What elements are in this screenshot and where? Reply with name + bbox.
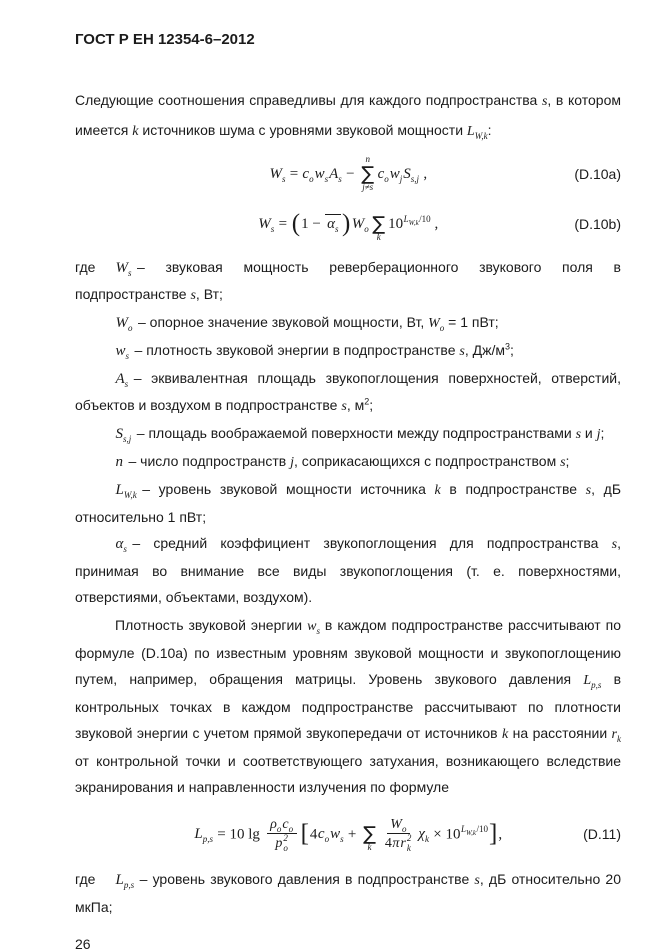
definition-item [75, 866, 621, 920]
definition-item [75, 420, 621, 448]
definition-item [75, 309, 621, 337]
definition-symbol: $W_o$ [115, 315, 133, 333]
definition-lead: где [75, 871, 96, 887]
definition-item [75, 530, 621, 610]
equation-label: (D.11) [583, 826, 621, 842]
definition-desc: – плотность звуковой энергии в подпространстве s, $Дж/м^3$; [134, 341, 514, 359]
definition-symbol: $W_s$ [115, 260, 132, 278]
definition-item [75, 337, 621, 365]
definition-item [75, 476, 621, 530]
definition-symbol: $\alpha_s$ [115, 536, 127, 554]
equation-d11 [75, 808, 621, 860]
definition-item [75, 365, 621, 420]
body-paragraph: Плотность звуковой энергии $w_s$ в каждом подпространстве рассчитывают по формуле (D.10a) по известным уровням звуковой мощности и звукопоглощению путем, например, обращения матрицы. Уровень звукового давления $L_{p,s}$ в контрольных точках в каждом подпространстве рассчитывают по плотности звуковой энергии с учетом прямой звукопередачи от источников k на расстоянии $r_k$ от контрольной точки и соответствующего затухания, возникающего вследствие экранирования и направленности излучения по формуле [75, 617, 622, 795]
definition-symbol: $L_{W,k}$ [115, 482, 137, 500]
definition-desc: – звуковая мощность реверберационного звукового поля в подпространстве s, Вт; [75, 259, 621, 303]
definition-symbol: n [115, 454, 123, 470]
definition-desc: – уровень звуковой мощности источника k в подпространстве s, дБ относительно 1 пВт; [75, 481, 622, 525]
intro-paragraph: Следующие соотношения справедливы для каждого подпространства s, в котором имеется k источников шума с уровнями звуковой мощности $L_{W,k}$: [75, 92, 621, 141]
equation-math: $L_{p,s} = 10$ lg $\rho_oc_o$ p 2 o [$4c_ow_s$ + ∑ k $W_o$ 4πr 2 k $\chi_k \times 10^{L_{W,k}/10}$], [194, 816, 503, 853]
definition-desc: – число подпространств j, соприкасающихся с подпространством s; [128, 453, 570, 470]
equation-label: (D.10b) [574, 216, 621, 232]
doc-header: ГОСТ Р ЕН 12354-6–2012 [75, 31, 255, 48]
equation-math: $W_s = c_ow_sA_s$ − n ∑ j≠s $c_ow_jS_{s,j}$ , [269, 153, 428, 193]
definition-symbol: $L_{p,s}$ [115, 872, 135, 890]
definition-desc: – опорное значение звуковой мощности, Вт, $W_o = 1$ пВт; [138, 314, 499, 333]
definition-symbol: $w_s$ [115, 343, 130, 361]
definition-symbol: $A_s$ [115, 371, 129, 389]
equation-d10a [75, 152, 621, 196]
page-number: 26 [75, 936, 91, 952]
definition-desc: – уровень звукового давления в подпространстве s, дБ относительно 20 мкПа; [75, 871, 621, 915]
equation-label: (D.10a) [574, 166, 621, 182]
equation-d10b [75, 202, 621, 246]
equation-math: $W_s = (1 - \alpha_s$ ) $W_o$ ∑ k $10^{L_{W,k}/10}$ , [258, 209, 439, 243]
definition-item [75, 448, 621, 476]
definition-lead: где [75, 259, 96, 275]
closing-definition [75, 866, 621, 920]
definition-item [75, 254, 621, 309]
definition-desc: – эквивалентная площадь звукопоглощения поверхностей, отверстий, объектов и воздухом в подпространстве s, $м^2$; [75, 370, 621, 414]
definition-desc: – средний коэффициент звукопоглощения для подпространства s, принимая во внимание все виды звукопоглощения (т. е. поверхностями, отверстиями, объектами, воздухом). [75, 535, 621, 605]
definitions-list [75, 254, 621, 610]
definition-symbol: $S_{s,j}$ [115, 426, 132, 444]
definition-desc: – площадь воображаемой поверхности между подпространствами s и j; [136, 425, 605, 442]
